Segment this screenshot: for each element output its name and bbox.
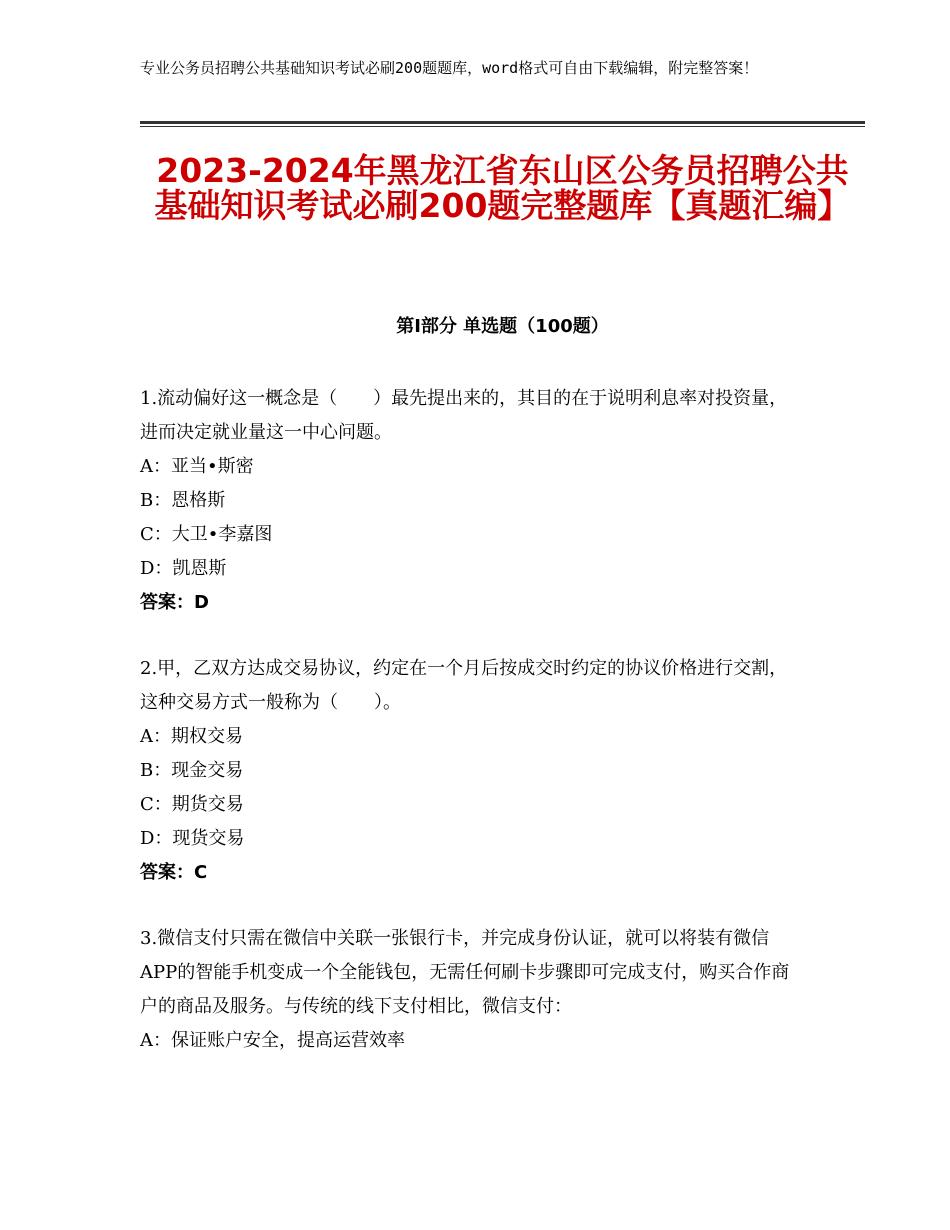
header-divider-thick <box>140 121 865 124</box>
option-b: B：现金交易 <box>140 760 244 781</box>
header-note: 专业公务员招聘公共基础知识考试必刷200题题库，word格式可自由下载编辑，附完整答案！ <box>140 59 759 77</box>
option-d: D：现货交易 <box>140 828 245 849</box>
question-1 <box>140 382 800 620</box>
question-text: 2.甲，乙双方达成交易协议，约定在一个月后按成交时约定的协议价格进行交割，这种交易方式一般称为（ ）。 <box>140 658 788 713</box>
answer-label: 答案：C <box>140 862 208 883</box>
question-3 <box>140 922 800 1058</box>
option-b: B：恩格斯 <box>140 490 226 511</box>
answer-label: 答案：D <box>140 592 209 613</box>
option-c: C：期货交易 <box>140 794 244 815</box>
document-title: 2023-2024年黑龙江省东山区公务员招聘公共基础知识考试必刷200题完整题库【真题汇编】 <box>154 151 851 225</box>
option-c: C：大卫•李嘉图 <box>140 524 273 545</box>
option-a: A：期权交易 <box>140 726 243 747</box>
section-heading: 第Ⅰ部分 单选题（100题） <box>396 316 609 337</box>
question-2 <box>140 652 800 890</box>
option-d: D：凯恩斯 <box>140 558 227 579</box>
option-a: A：亚当•斯密 <box>140 456 254 477</box>
option-a: A：保证账户安全，提高运营效率 <box>140 1030 405 1051</box>
question-text: 3.微信支付只需在微信中关联一张银行卡，并完成身份认证，就可以将装有微信APP的智能手机变成一个全能钱包，无需任何刷卡步骤即可完成支付，购买合作商户的商品及服务。与传统的线下支付相比，微信支付： <box>140 928 790 1017</box>
header-divider-thin <box>140 126 865 127</box>
question-text: 1.流动偏好这一概念是（ ）最先提出来的，其目的在于说明利息率对投资量，进而决定就业量这一中心问题。 <box>140 388 788 443</box>
question-list <box>140 382 800 1090</box>
